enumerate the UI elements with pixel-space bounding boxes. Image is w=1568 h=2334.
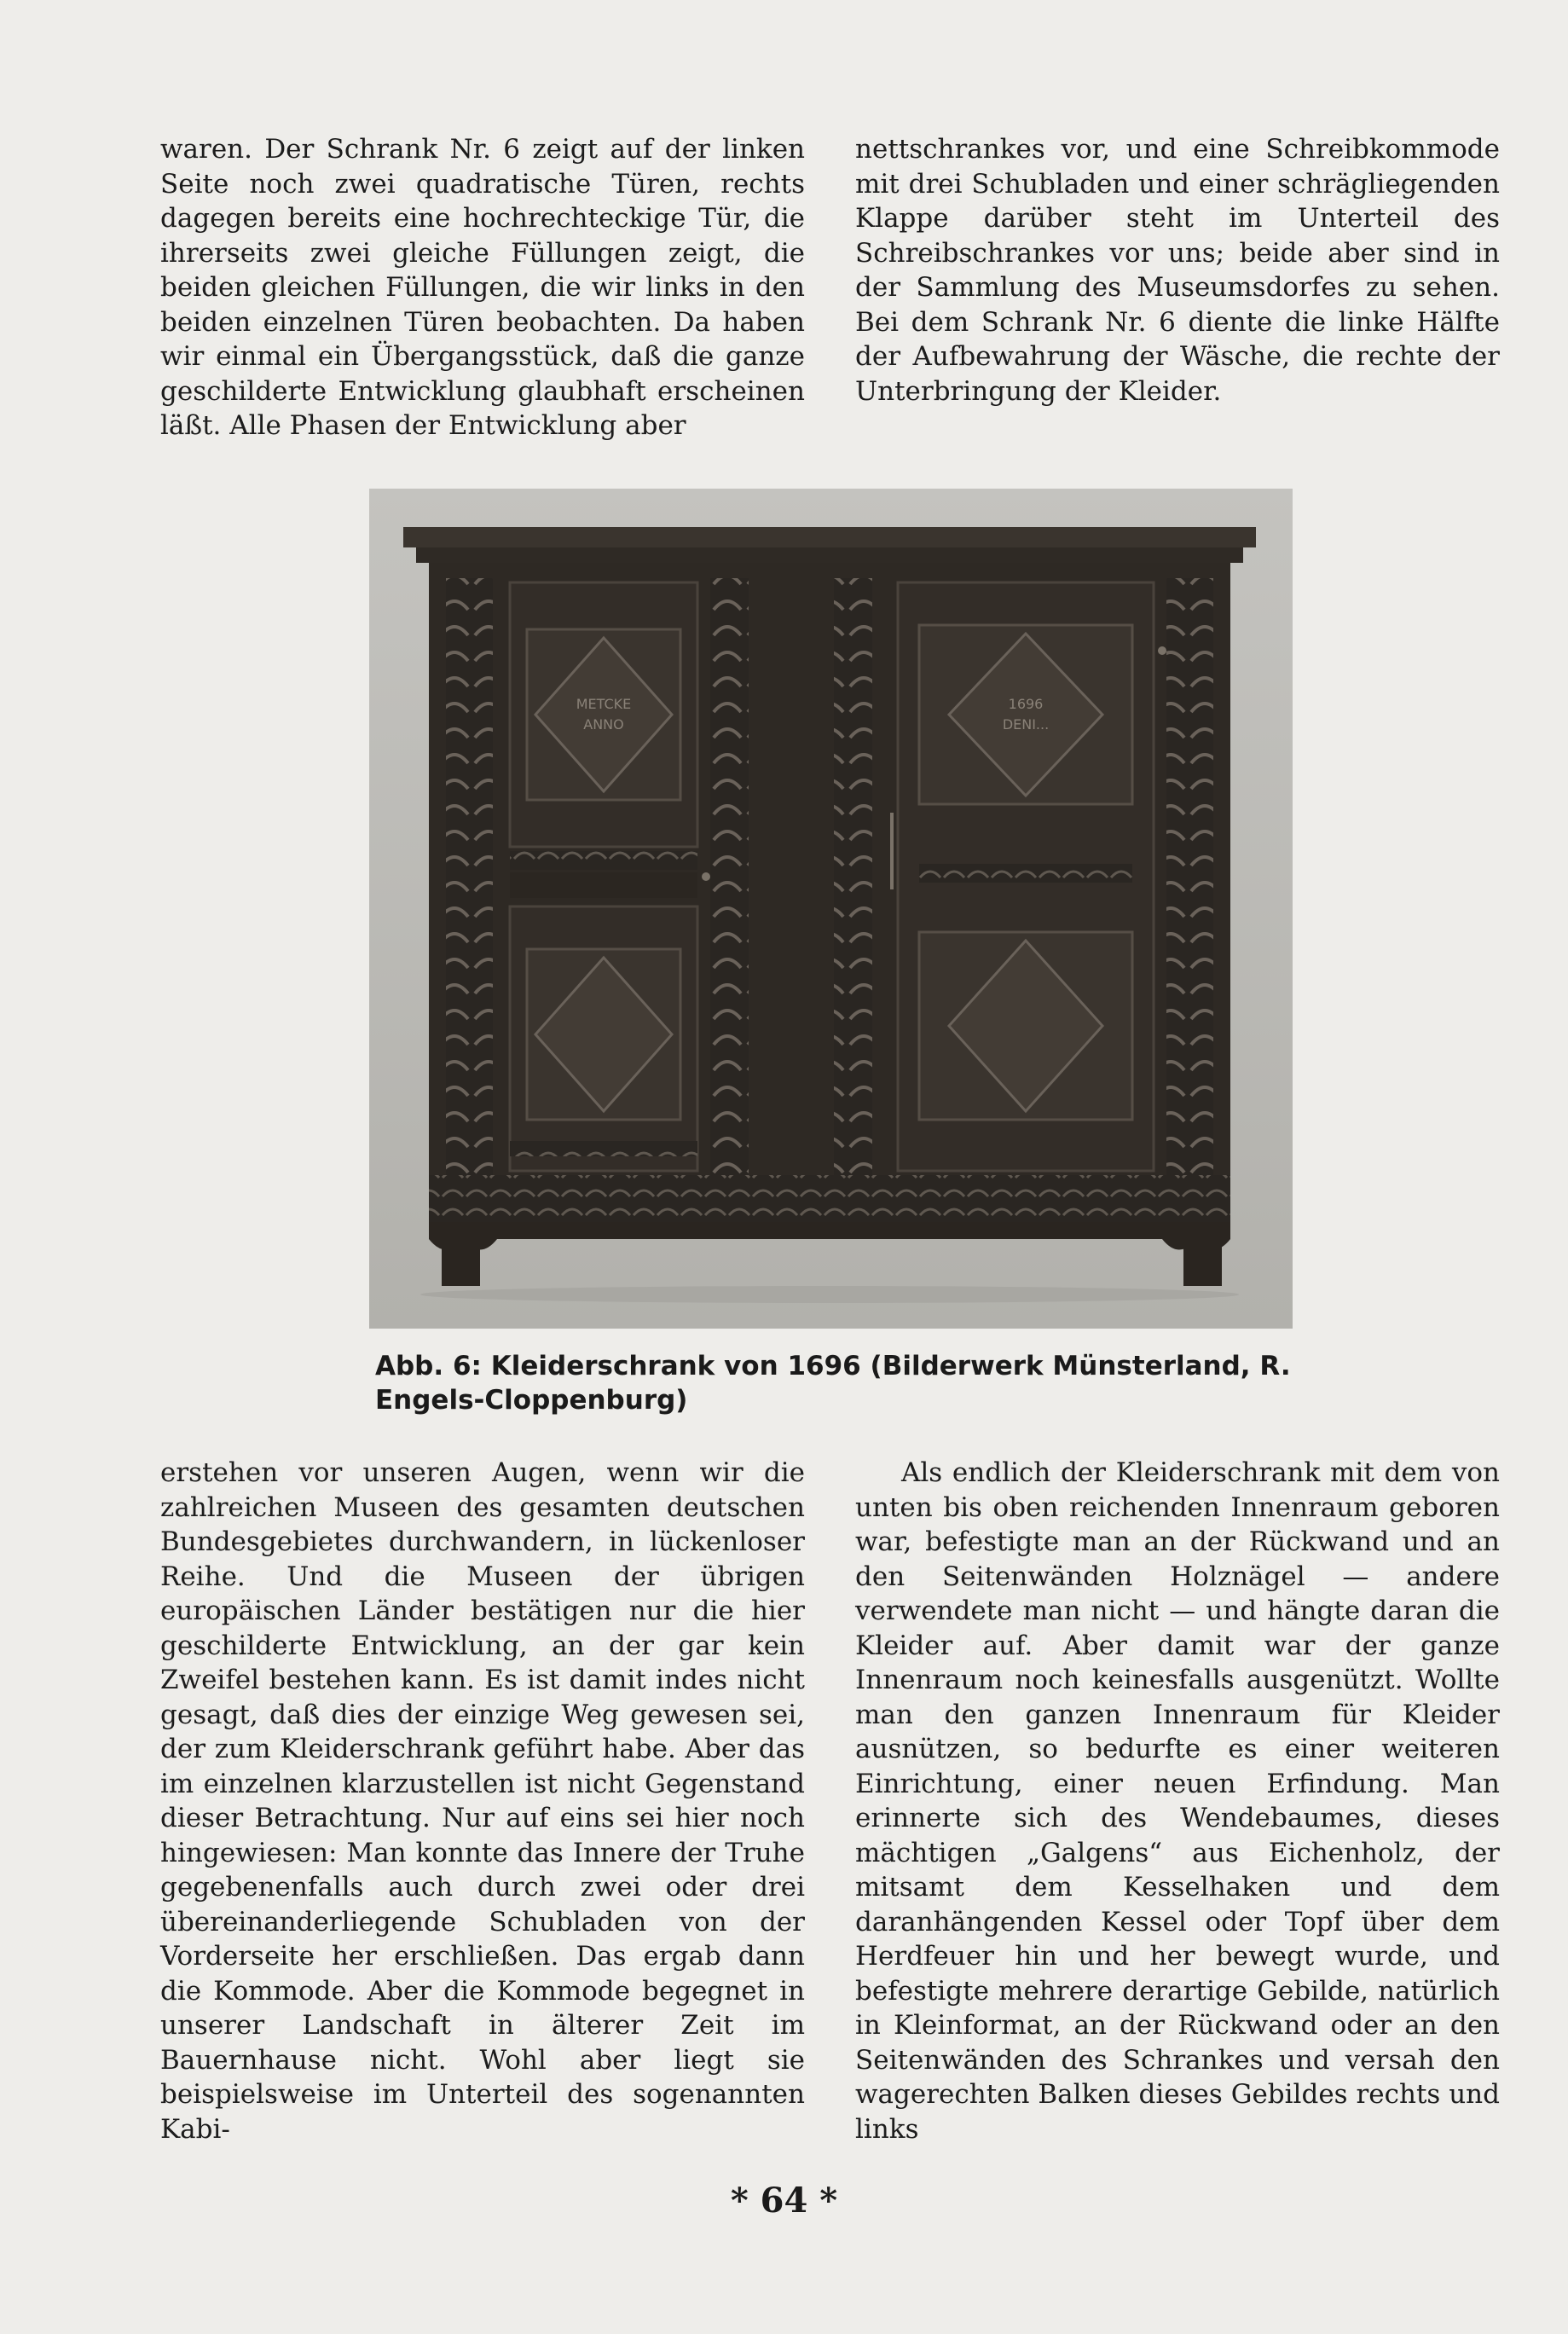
paragraph: waren. Der Schrank Nr. 6 zeigt auf der linken Seite noch zwei quadratische Türen, rechts dagegen bereits eine hochrechteckige Tür, die ihrerseits zwei gleiche Füllungen zeigt, die beiden gleichen Füllungen, die wir links in den beiden einzelnen Türen beobachten. Da haben wir einmal ein Übergangsstück, daß die ganze geschilderte Entwicklung glaubhaft erscheinen läßt. Alle Phasen der Entwicklung aber (160, 134, 805, 441)
panel-inscription: ANNO (583, 716, 624, 733)
wardrobe-photo (369, 489, 1293, 1329)
text-column-top-left (160, 132, 805, 443)
text-column-bottom-right (855, 1456, 1500, 2146)
wardrobe-illustration (369, 489, 1293, 1329)
text-column-bottom-left (160, 1456, 805, 2146)
figure-caption: Abb. 6: Kleiderschrank von 1696 (Bilderwerk Münsterland, R. Engels-Cloppenburg) (375, 1351, 1291, 1416)
paragraph: nettschrankes vor, und eine Schreibkommode mit drei Schubladen und einer schrägliegenden Klappe darüber steht im Unterteil des Schreibschrankes vor uns; beide aber sind in der Sammlung des Museumsdorfes zu sehen. Bei dem Schrank Nr. 6 diente die linke Hälfte der Aufbewahrung der Wäsche, die rechte der Unterbringung der Kleider. (855, 134, 1500, 407)
paragraph: erstehen vor unseren Augen, wenn wir die zahlreichen Museen des gesamten deutschen Bundesgebietes durchwandern, in lückenloser Reihe. Und die Museen der übrigen europäischen Länder bestätigen nur die hier geschilderte Entwicklung, an der gar kein Zweifel bestehen kann. Es ist damit indes nicht gesagt, daß dies der einzige Weg gewesen sei, der zum Kleiderschrank geführt habe. Aber das im einzelnen klarzustellen ist nicht Gegenstand dieser Betrachtung. Nur auf eins sei hier noch hingewiesen: Man konnte das Innere der Truhe gegebenenfalls auch durch zwei oder drei übereinanderliegende Schubladen von der Vorderseite her erschließen. Das ergab dann die Kommode. Aber die Kommode begegnet in unserer Landschaft in älterer Zeit im Bauernhause nicht. Wohl aber liegt sie beispielsweise im Unterteil des sogenannten Kabi- (160, 1457, 805, 2145)
panel-inscription: 1696 (1008, 696, 1044, 712)
panel-inscription: METCKE (576, 696, 632, 712)
page-number: * 64 * (730, 2181, 838, 2221)
text-column-top-right (855, 132, 1500, 408)
paragraph: Als endlich der Kleiderschrank mit dem von unten bis oben reichenden Innenraum geboren war, befestigte man an der Rückwand und an den Seitenwänden Holznägel — andere verwendete man nicht — und hängte daran die Kleider auf. Aber damit war der ganze Innenraum noch keinesfalls ausgenützt. Wollte man den ganzen Innenraum für Kleider ausnützen, so bedurfte es einer weiteren Einrichtung, einer neuen Erfindung. Man erinnerte sich des Wendebaumes, dieses mächtigen „Galgens“ aus Eichenholz, der mitsamt dem Kesselhaken und dem daranhängenden Kessel oder Topf über dem Herdfeuer hin und her bewegt wurde, und befestigte mehrere derartige Gebilde, natürlich in Kleinformat, an der Rückwand oder an den Seitenwänden des Schrankes und versah den wagerechten Balken dieses Gebildes rechts und links (855, 1457, 1500, 2145)
panel-inscription: DENI... (1002, 716, 1050, 733)
